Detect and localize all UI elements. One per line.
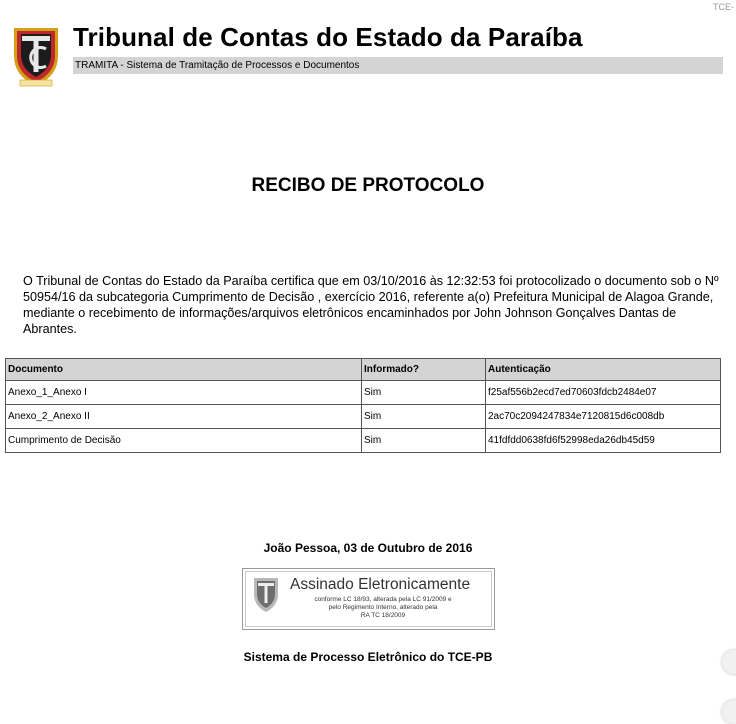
signature-line-2: pelo Regimento Interno, alterado pela <box>328 604 438 611</box>
table-row <box>6 381 721 405</box>
signature-line-3: RA TC 18/2009 <box>360 612 406 619</box>
table-header-row <box>6 359 721 381</box>
cell-informado: Sim <box>362 405 486 429</box>
place-date: João Pessoa, 03 de Outubro de 2016 <box>263 541 473 555</box>
signature-line-1: conforme LC 18/93, alterada pela LC 91/2009 e <box>314 596 452 603</box>
table-row <box>6 429 721 453</box>
scroll-button-up[interactable] <box>722 650 736 674</box>
corner-tag: TCE- <box>713 2 734 12</box>
electronic-signature-stamp <box>242 568 495 630</box>
tce-crest-logo <box>10 22 62 88</box>
cell-documento: Cumprimento de Decisão <box>6 429 362 453</box>
cell-informado: Sim <box>362 381 486 405</box>
column-header-informado: Informado? <box>362 359 486 381</box>
org-title: Tribunal de Contas do Estado da Paraíba <box>73 22 583 52</box>
signature-crest-logo <box>252 576 280 614</box>
receipt-body: O Tribunal de Contas do Estado da Paraíba certifica que em 03/10/2016 às 12:32:53 foi protocolizado o documento sob o Nº 50954/16 da subcategoria Cumprimento de Decisão , exercício 2016, referente a(o) Prefeitura Municipal de Alagoa Grande, mediante o recebimento de informações/arquivos eletrônicos encaminhados por John Johnson Gonçalves Dantas de Abrantes. <box>23 274 719 336</box>
scroll-button-down[interactable] <box>722 700 736 724</box>
documents-table <box>5 358 721 453</box>
column-header-documento: Documento <box>6 359 362 381</box>
cell-autenticacao: 41fdfdd0638fd6f52998eda26db45d59 <box>486 429 721 453</box>
receipt-title: RECIBO DE PROTOCOLO <box>251 175 485 196</box>
cell-autenticacao: f25af556b2ecd7ed70603fdcb2484e07 <box>486 381 721 405</box>
cell-documento: Anexo_1_Anexo I <box>6 381 362 405</box>
table-row <box>6 405 721 429</box>
system-bar <box>73 57 723 74</box>
footer-system-name: Sistema de Processo Eletrônico do TCE-PB <box>243 650 493 664</box>
signature-title: Assinado Eletronicamente <box>290 576 471 593</box>
cell-documento: Anexo_2_Anexo II <box>6 405 362 429</box>
cell-informado: Sim <box>362 429 486 453</box>
system-name: TRAMITA - Sistema de Tramitação de Processos e Documentos <box>75 60 360 71</box>
column-header-autenticacao: Autenticação <box>486 359 721 381</box>
cell-autenticacao: 2ac70c2094247834e7120815d6c008db <box>486 405 721 429</box>
